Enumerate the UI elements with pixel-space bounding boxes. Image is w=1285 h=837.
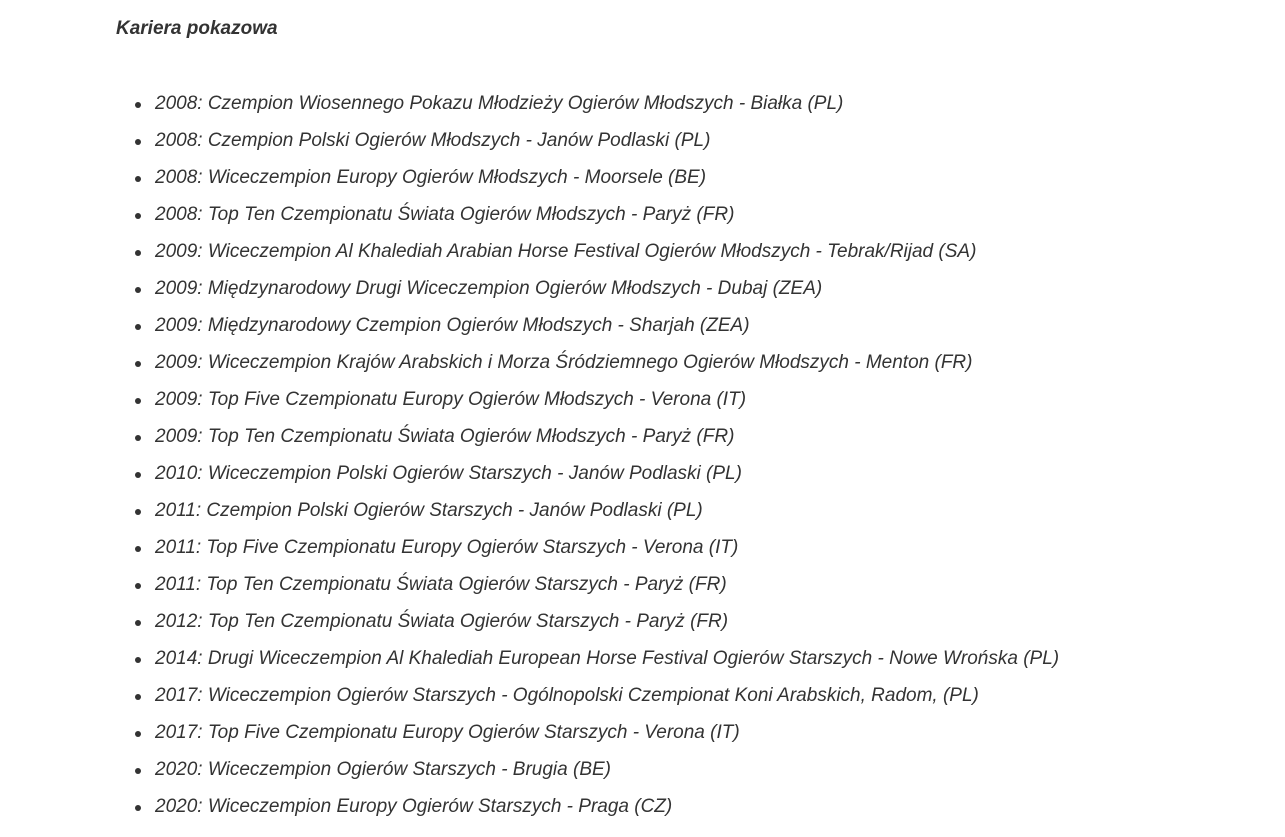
bullet-icon xyxy=(135,287,141,293)
bullet-icon xyxy=(135,694,141,700)
bullet-icon xyxy=(135,620,141,626)
list-item xyxy=(116,646,1216,683)
list-item xyxy=(116,165,1216,202)
list-item-text: 2011: Top Ten Czempionatu Świata Ogierów Starszych - Paryż (FR) xyxy=(155,574,727,595)
list-item xyxy=(116,683,1216,720)
list-item-text: 2009: Top Ten Czempionatu Świata Ogierów Młodszych - Paryż (FR) xyxy=(155,426,735,447)
list-item xyxy=(116,239,1216,276)
show-career-section xyxy=(116,17,1216,831)
list-item-text: 2008: Czempion Polski Ogierów Młodszych - Janów Podlaski (PL) xyxy=(155,130,711,151)
bullet-icon xyxy=(135,213,141,219)
list-item xyxy=(116,313,1216,350)
list-item-text: 2020: Wiceczempion Ogierów Starszych - Brugia (BE) xyxy=(155,759,611,780)
list-item-text: 2009: Top Five Czempionatu Europy Ogierów Młodszych - Verona (IT) xyxy=(155,389,747,410)
list-item xyxy=(116,757,1216,794)
list-item xyxy=(116,461,1216,498)
list-item-text: 2009: Wiceczempion Al Khalediah Arabian Horse Festival Ogierów Młodszych - Tebrak/Rijad (SA) xyxy=(155,241,977,262)
show-results-list xyxy=(116,91,1216,831)
bullet-icon xyxy=(135,176,141,182)
bullet-icon xyxy=(135,657,141,663)
list-item xyxy=(116,387,1216,424)
list-item xyxy=(116,91,1216,128)
bullet-icon xyxy=(135,435,141,441)
list-item xyxy=(116,202,1216,239)
list-item-text: 2020: Wiceczempion Europy Ogierów Starszych - Praga (CZ) xyxy=(155,796,673,817)
list-item xyxy=(116,609,1216,646)
bullet-icon xyxy=(135,731,141,737)
bullet-icon xyxy=(135,805,141,811)
bullet-icon xyxy=(135,768,141,774)
bullet-icon xyxy=(135,509,141,515)
bullet-icon xyxy=(135,472,141,478)
list-item xyxy=(116,424,1216,461)
bullet-icon xyxy=(135,324,141,330)
list-item-text: 2009: Międzynarodowy Drugi Wiceczempion Ogierów Młodszych - Dubaj (ZEA) xyxy=(155,278,823,299)
list-item-text: 2014: Drugi Wiceczempion Al Khalediah European Horse Festival Ogierów Starszych - Nowe Wrońska (PL) xyxy=(155,648,1060,669)
bullet-icon xyxy=(135,361,141,367)
list-item xyxy=(116,535,1216,572)
bullet-icon xyxy=(135,102,141,108)
list-item xyxy=(116,276,1216,313)
list-item xyxy=(116,572,1216,609)
list-item-text: 2017: Top Five Czempionatu Europy Ogierów Starszych - Verona (IT) xyxy=(155,722,740,743)
bullet-icon xyxy=(135,250,141,256)
bullet-icon xyxy=(135,139,141,145)
bullet-icon xyxy=(135,546,141,552)
list-item-text: 2010: Wiceczempion Polski Ogierów Starszych - Janów Podlaski (PL) xyxy=(155,463,742,484)
list-item-text: 2009: Wiceczempion Krajów Arabskich i Morza Śródziemnego Ogierów Młodszych - Menton (FR) xyxy=(155,352,973,373)
bullet-icon xyxy=(135,398,141,404)
list-item-text: 2011: Top Five Czempionatu Europy Ogierów Starszych - Verona (IT) xyxy=(155,537,739,558)
section-title: Kariera pokazowa xyxy=(116,18,278,39)
list-item-text: 2009: Międzynarodowy Czempion Ogierów Młodszych - Sharjah (ZEA) xyxy=(155,315,750,336)
list-item-text: 2008: Wiceczempion Europy Ogierów Młodszych - Moorsele (BE) xyxy=(155,167,707,188)
list-item xyxy=(116,794,1216,831)
list-item-text: 2011: Czempion Polski Ogierów Starszych - Janów Podlaski (PL) xyxy=(155,500,703,521)
bullet-icon xyxy=(135,583,141,589)
list-item-text: 2008: Top Ten Czempionatu Świata Ogierów Młodszych - Paryż (FR) xyxy=(155,204,735,225)
list-item xyxy=(116,720,1216,757)
list-item-text: 2008: Czempion Wiosennego Pokazu Młodzieży Ogierów Młodszych - Białka (PL) xyxy=(155,93,844,114)
list-item xyxy=(116,498,1216,535)
list-item-text: 2017: Wiceczempion Ogierów Starszych - Ogólnopolski Czempionat Koni Arabskich, Radom, (PL) xyxy=(155,685,979,706)
list-item xyxy=(116,350,1216,387)
list-item xyxy=(116,128,1216,165)
list-item-text: 2012: Top Ten Czempionatu Świata Ogierów Starszych - Paryż (FR) xyxy=(155,611,729,632)
